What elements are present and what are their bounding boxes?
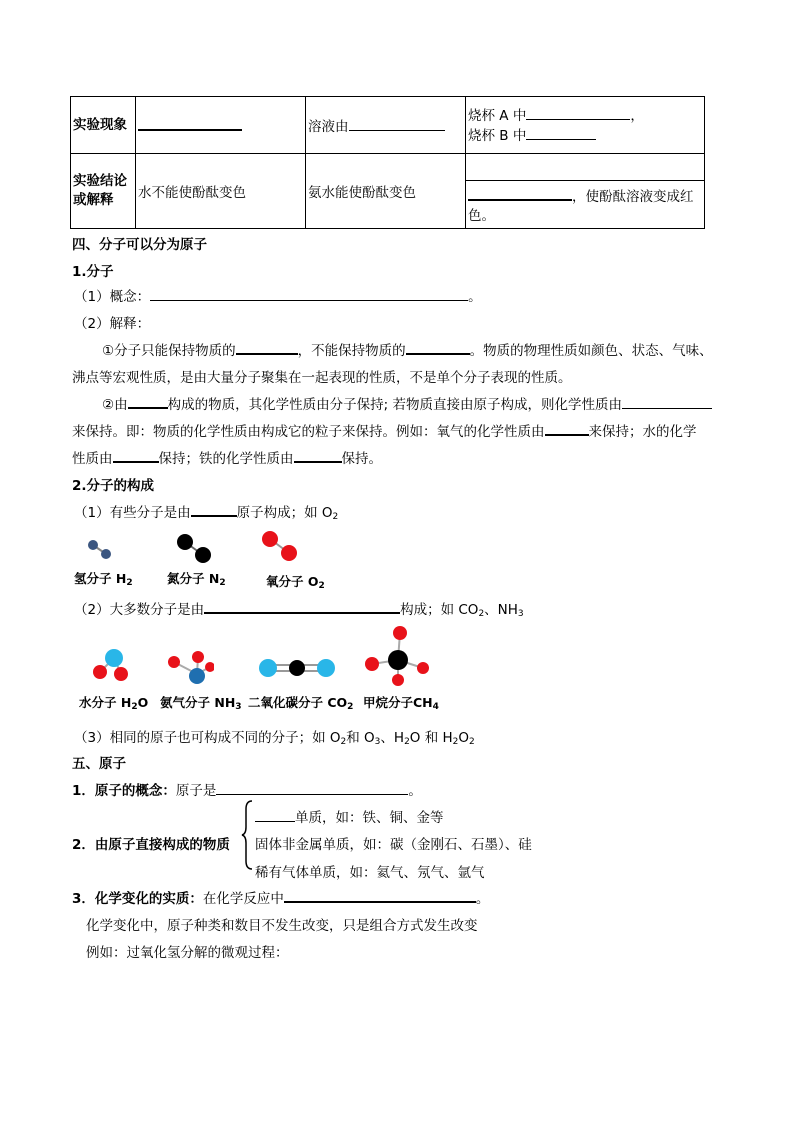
molecule-label: 氮分子 $N_2$ [167, 571, 226, 588]
molecule-label: 氢分子 $H_2$ [74, 571, 133, 588]
section-title: 四、分子可以分为原子 [72, 237, 207, 253]
composition-line: （1）有些分子是由 原子构成；如 $O_2$ [74, 501, 338, 522]
explain-label: （2）解释： [74, 316, 151, 332]
table-header-cell: 实验结论 或解释 [71, 154, 136, 229]
answer-blank[interactable] [191, 501, 237, 517]
paragraph-line: ①分子只能保持物质的 ，不能保持物质的 。物质的物理性质如颜色、状态、气味、 [102, 339, 713, 359]
answer-blank[interactable] [622, 394, 712, 409]
answer-blank[interactable] [138, 115, 242, 131]
paragraph-line: 例如：过氧化氢分解的微观过程： [86, 945, 289, 961]
composition-line: （2）大多数分子是由 构成；如 $CO_2$、$NH_3$ [74, 598, 524, 619]
table-cell: 溶液由 [306, 97, 466, 154]
concept-line: （1）概念： 。 [74, 285, 482, 305]
answer-blank[interactable] [284, 887, 476, 903]
section-title: 五、原子 [72, 756, 126, 772]
answer-blank[interactable] [526, 125, 596, 140]
answer-blank[interactable] [128, 393, 168, 409]
chemical-change-line: 3．化学变化的实质：在化学反应中 。 [72, 887, 489, 907]
table-row [71, 154, 705, 229]
molecule-label: 氨气分子 $NH_3$ [160, 695, 242, 712]
molecule-label: 甲烷分子$CH_4$ [363, 695, 439, 712]
paragraph-line: ②由 构成的物质，其化学性质由分子保持; 若物质直接由原子构成，则化学性质由 [102, 393, 712, 413]
composition-line: （3）相同的原子也可构成不同的分子；如 $O_2$和 $O_3$、$H_2O$ 和 $H_2O_2$ [74, 730, 475, 747]
paragraph-line: 性质由 保持；铁的化学性质由 保持。 [72, 447, 382, 467]
molecule-label: 氧分子 $O_2$ [266, 574, 325, 591]
table-cell: 水不能使酚酞变色 [136, 154, 306, 229]
answer-blank[interactable] [406, 339, 470, 355]
table-cell [136, 97, 306, 154]
molecule-label: 二氧化碳分子 $CO_2$ [248, 695, 354, 712]
answer-blank[interactable] [468, 185, 572, 201]
subsection-title: 2.分子的构成 [72, 478, 155, 494]
answer-blank[interactable] [113, 447, 159, 463]
subsection-title: 1.分子 [72, 264, 114, 280]
table-cell: 氨水能使酚酞变色 [306, 154, 466, 229]
water-molecule-icon [88, 644, 132, 684]
atom-substances-label: 2．由原子直接构成的物质 [72, 837, 230, 853]
paragraph-line: 沸点等宏观性质，是由大量分子聚集在一起表现的性质，不是单个分子表现的性质。 [72, 370, 572, 386]
brace-icon [240, 799, 254, 871]
ammonia-molecule-icon [162, 648, 214, 690]
table-cell: 烧杯 A 中 ， 烧杯 B 中 [466, 97, 705, 154]
atom-concept-line: 1．原子的概念：原子是 。 [72, 779, 422, 799]
substance-option: 稀有气体单质，如：氦气、氖气、氩气 [255, 865, 485, 881]
answer-blank[interactable] [545, 420, 589, 436]
oxygen-molecule-icon [257, 528, 303, 566]
answer-blank[interactable] [255, 807, 295, 822]
answer-blank[interactable] [204, 598, 400, 614]
table-row [71, 97, 705, 154]
paragraph-line: 化学变化中，原子种类和数目不发生改变，只是组合方式发生改变 [86, 918, 478, 934]
table-header-cell: 实验现象 [71, 97, 136, 154]
answer-blank[interactable] [150, 286, 468, 301]
table-cell: ，使酚酞溶液变成红 色。 [466, 154, 705, 229]
molecule-label: 水分子 $H_2O$ [79, 695, 149, 712]
answer-blank[interactable] [236, 339, 298, 355]
paragraph-line: 来保持。即：物质的化学性质由构成它的粒子来保持。例如：氧气的化学性质由 来保持；水的化学 [72, 420, 697, 440]
substance-option: 单质，如：铁、铜、金等 [255, 806, 444, 826]
answer-blank[interactable] [216, 780, 408, 795]
answer-blank[interactable] [526, 105, 630, 120]
nitrogen-molecule-icon [174, 532, 216, 566]
carbon-dioxide-molecule-icon [256, 654, 338, 682]
substance-option: 固体非金属单质，如：碳（金刚石、石墨）、硅 [255, 837, 532, 853]
answer-blank[interactable] [349, 116, 445, 131]
answer-blank[interactable] [294, 447, 342, 463]
methane-molecule-icon [362, 624, 432, 686]
experiment-table [70, 96, 705, 229]
hydrogen-molecule-icon [84, 537, 116, 563]
